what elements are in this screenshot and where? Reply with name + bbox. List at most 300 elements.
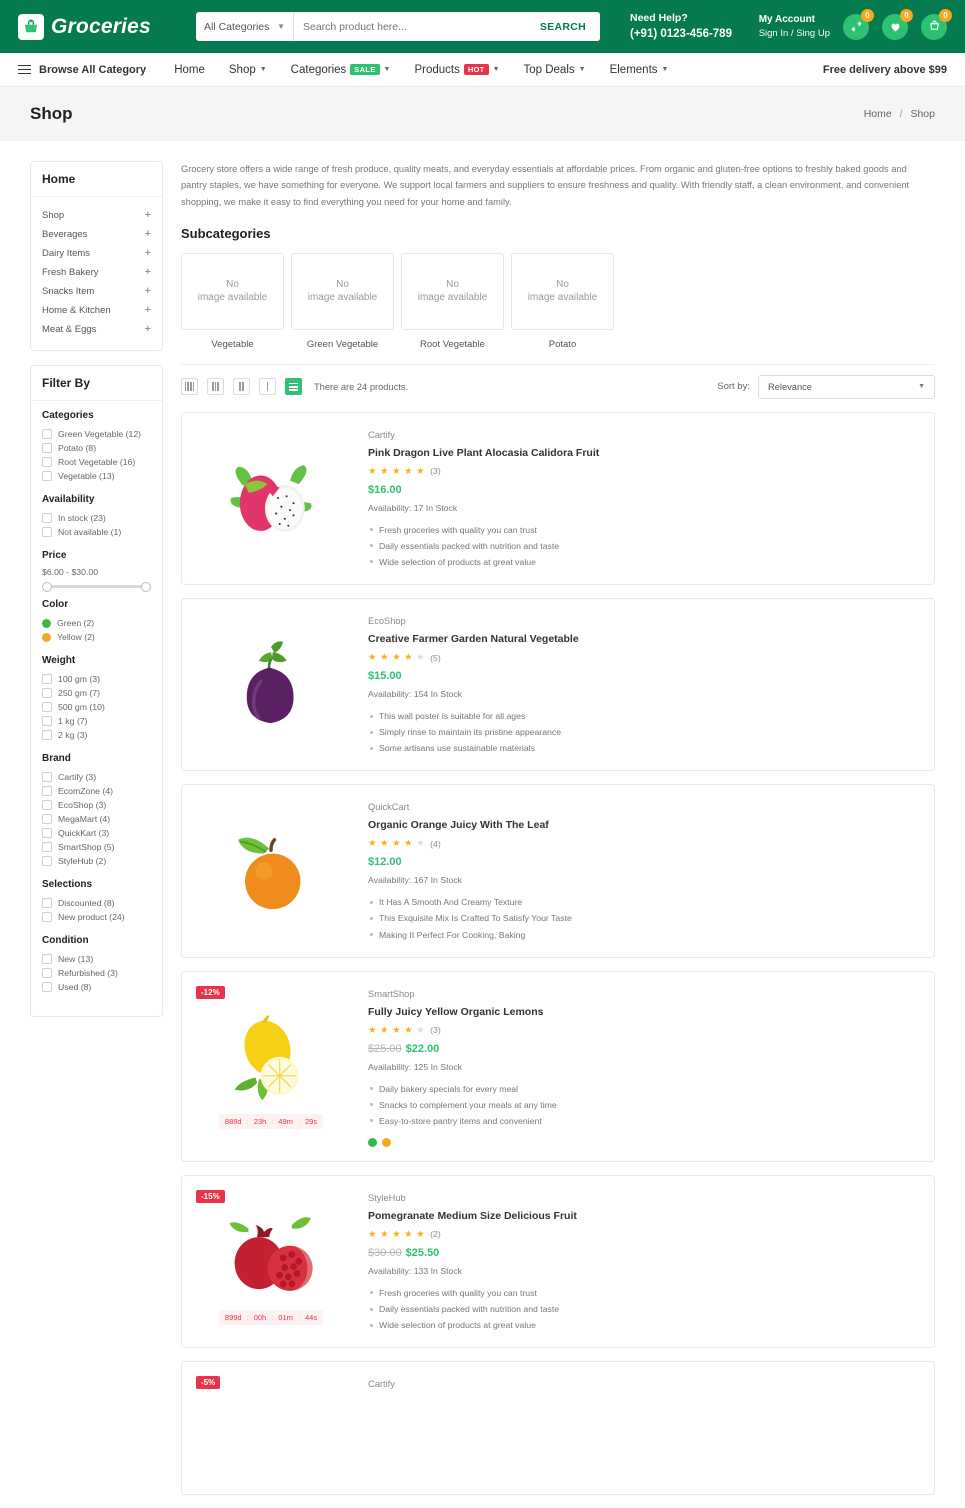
review-count: (4) xyxy=(430,838,441,849)
filter-checkbox-option[interactable] xyxy=(42,427,151,441)
product-card[interactable] xyxy=(181,784,935,957)
nav-item-shop-label: Shop xyxy=(228,63,256,76)
chevron-down-icon: ▼ xyxy=(383,66,391,73)
chevron-down-icon: ▼ xyxy=(918,383,925,391)
filter-checkbox-option[interactable] xyxy=(42,511,151,525)
checkbox-icon[interactable] xyxy=(42,828,52,838)
chevron-down-icon: ▼ xyxy=(578,66,586,73)
filter-group-title: Availability xyxy=(42,494,95,505)
plus-icon[interactable]: + xyxy=(144,323,151,335)
category-dropdown[interactable] xyxy=(196,12,294,41)
star-icon: ★ xyxy=(392,1228,402,1240)
filter-checkbox-option[interactable] xyxy=(42,455,151,469)
color-swatch-icon[interactable] xyxy=(368,1138,377,1147)
product-rating xyxy=(368,1025,920,1036)
product-image-box[interactable] xyxy=(196,613,346,756)
filter-panel xyxy=(30,365,163,1017)
filter-group xyxy=(42,879,151,924)
product-name[interactable]: Pomegranate Medium Size Delicious Fruit xyxy=(368,1209,577,1222)
color-swatch-icon xyxy=(42,633,51,642)
countdown-timer: 899d : 00h : 01m : 44s xyxy=(219,1310,323,1325)
product-brand: StyleHub xyxy=(368,1192,406,1203)
product-rating xyxy=(368,652,920,663)
filter-option-label: Green (2) xyxy=(57,618,95,628)
filter-group-title: Brand xyxy=(42,753,71,764)
product-price xyxy=(368,1247,920,1259)
color-swatch-icon xyxy=(42,619,51,628)
filter-group xyxy=(42,753,151,868)
hamburger-icon xyxy=(18,65,31,75)
filter-option-label: Root Vegetable (16) xyxy=(58,457,136,467)
plus-icon[interactable]: + xyxy=(144,228,151,240)
sidebar-category-label: Fresh Bakery xyxy=(42,267,99,278)
sidebar-category-row[interactable] xyxy=(42,282,151,301)
filter-option-label: QuickKart (3) xyxy=(58,828,110,838)
sidebar-category-row[interactable] xyxy=(42,225,151,244)
product-price xyxy=(368,856,920,868)
filter-option-label: EcomZone (4) xyxy=(58,786,114,796)
checkbox-icon[interactable] xyxy=(42,856,52,866)
checkbox-icon[interactable] xyxy=(42,429,52,439)
star-icon: ★ xyxy=(404,1024,414,1036)
product-count-label: There are 24 products. xyxy=(314,381,409,392)
checkbox-icon[interactable] xyxy=(42,772,52,782)
product-rating xyxy=(368,1229,920,1240)
sidebar-category-row[interactable] xyxy=(42,263,151,282)
star-icon: ★ xyxy=(392,838,402,850)
filter-option-label: New (13) xyxy=(58,954,94,964)
countdown-segment: 01m xyxy=(278,1312,293,1322)
filter-option-label: 250 gm (7) xyxy=(58,688,101,698)
filter-panel-title: Filter By xyxy=(31,366,162,401)
header-right-actions xyxy=(759,12,947,41)
nav-item-home[interactable] xyxy=(174,64,205,76)
nav-item-shop[interactable] xyxy=(229,64,267,76)
product-feature-item: Daily essentials packed with nutrition and taste xyxy=(368,538,920,554)
product-rating xyxy=(368,838,920,849)
product-card[interactable] xyxy=(181,1175,935,1348)
product-card[interactable] xyxy=(181,598,935,771)
product-feature-item: Some artisans use sustainable materials xyxy=(368,740,920,756)
search-input[interactable] xyxy=(294,12,526,41)
filter-option-label: 1 kg (7) xyxy=(58,716,88,726)
filter-checkbox-option[interactable] xyxy=(42,672,151,686)
filter-group xyxy=(42,655,151,742)
product-image-box[interactable] xyxy=(196,427,346,570)
product-info xyxy=(346,613,920,756)
filter-checkbox-option[interactable] xyxy=(42,770,151,784)
star-icon: ★ xyxy=(392,652,402,664)
filter-group xyxy=(42,550,151,588)
nav-item-products[interactable] xyxy=(414,64,499,76)
view-list-button[interactable] xyxy=(285,378,302,395)
countdown-segment: 23h xyxy=(253,1117,267,1127)
subcategory-card[interactable] xyxy=(181,253,284,350)
plus-icon[interactable]: + xyxy=(144,266,151,278)
product-rating xyxy=(368,466,920,477)
subcategory-name: Green Vegetable xyxy=(306,338,379,350)
filter-checkbox-option[interactable] xyxy=(42,469,151,483)
review-count: (3) xyxy=(430,1025,441,1036)
filter-checkbox-option[interactable] xyxy=(42,910,151,924)
sidebar xyxy=(30,161,163,1031)
chevron-down-icon: ▼ xyxy=(661,66,669,73)
checkbox-icon[interactable] xyxy=(42,443,52,453)
sidebar-category-row[interactable] xyxy=(42,206,151,225)
product-info xyxy=(346,1190,920,1333)
filter-group-title: Price xyxy=(42,550,67,561)
top-header-bar xyxy=(0,0,965,53)
product-price xyxy=(368,1043,920,1055)
discount-badge: -12% xyxy=(196,986,225,999)
product-price xyxy=(368,670,920,682)
filter-checkbox-option[interactable] xyxy=(42,798,151,812)
product-image xyxy=(219,819,323,923)
star-icon: ★ xyxy=(404,652,414,664)
checkbox-icon[interactable] xyxy=(42,898,52,908)
countdown-timer: 888d : 23h : 49m : 29s xyxy=(219,1114,323,1129)
sort-controls xyxy=(717,375,935,399)
product-feature-item: Daily bakery specials for every meal xyxy=(368,1081,920,1097)
filter-group-title: Color xyxy=(42,599,69,610)
filter-checkbox-option[interactable] xyxy=(42,966,151,980)
subcategory-name: Vegetable xyxy=(211,338,254,350)
view-grid-1-button[interactable] xyxy=(259,378,276,395)
my-account[interactable] xyxy=(759,12,830,41)
help-label: Need Help? xyxy=(630,11,688,24)
checkbox-icon[interactable] xyxy=(42,982,52,992)
sign-in-signup-link[interactable]: Sign In / Sing Up xyxy=(758,27,830,39)
filter-checkbox-option[interactable] xyxy=(42,952,151,966)
help-phone[interactable]: (+91) 0123-456-789 xyxy=(630,27,732,40)
product-old-price: $25.00 xyxy=(368,1042,402,1055)
countdown-segment: 00h xyxy=(253,1312,267,1322)
filter-checkbox-option[interactable] xyxy=(42,854,151,868)
product-feature-item: Simply rinse to maintain its pristine appearance xyxy=(368,724,920,740)
star-icon: ★ xyxy=(416,838,426,850)
product-feature-item: Fresh groceries with quality you can trust xyxy=(368,522,920,538)
filter-group xyxy=(42,494,151,539)
product-current-price: $16.00 xyxy=(368,483,402,496)
filter-group xyxy=(42,599,151,644)
sidebar-category-label: Shop xyxy=(42,210,65,221)
countdown-segment: 29s xyxy=(304,1117,318,1127)
filter-checkbox-option[interactable] xyxy=(42,980,151,994)
plus-icon[interactable]: + xyxy=(144,247,151,259)
checkbox-icon[interactable] xyxy=(42,457,52,467)
sidebar-category-label: Snacks Item xyxy=(42,286,95,297)
product-feature-item: This Exquisite Mix Is Crafted To Satisfy Your Taste xyxy=(368,910,920,926)
filter-checkbox-option[interactable] xyxy=(42,714,151,728)
filter-checkbox-option[interactable] xyxy=(42,686,151,700)
filter-option-label: Refurbished (3) xyxy=(58,968,118,978)
product-image xyxy=(219,633,323,737)
filter-group-title: Categories xyxy=(42,410,94,421)
page-title-bar xyxy=(0,87,965,141)
color-swatch-icon[interactable] xyxy=(382,1138,391,1147)
product-image-box[interactable] xyxy=(196,1190,346,1333)
filter-option-label: 500 gm (10) xyxy=(58,702,105,712)
subcategory-placeholder-image: No image available xyxy=(401,253,504,330)
search-button[interactable]: SEARCH xyxy=(526,12,600,41)
product-card[interactable] xyxy=(181,971,935,1162)
countdown-segment: 44s xyxy=(304,1312,318,1322)
sidebar-category-row[interactable] xyxy=(42,244,151,263)
checkbox-icon[interactable] xyxy=(42,786,52,796)
sale-badge: SALE xyxy=(350,64,379,75)
product-image xyxy=(219,1003,323,1107)
price-slider-min-handle[interactable] xyxy=(42,582,52,592)
filter-checkbox-option[interactable] xyxy=(42,441,151,455)
product-availability: Availability: 154 In Stock xyxy=(368,689,463,700)
product-image-box[interactable] xyxy=(196,1376,346,1480)
home-category-panel xyxy=(30,161,163,351)
checkbox-icon[interactable] xyxy=(42,730,52,740)
checkbox-icon[interactable] xyxy=(42,674,52,684)
product-info xyxy=(346,1376,920,1480)
checkbox-icon[interactable] xyxy=(42,716,52,726)
review-count: (2) xyxy=(430,1229,441,1240)
checkbox-icon[interactable] xyxy=(42,968,52,978)
wishlist-count-badge: 0 xyxy=(900,9,913,22)
product-feature-item: Wide selection of products at great value xyxy=(368,554,920,570)
subcategories-title: Subcategories xyxy=(181,225,271,241)
star-icon: ★ xyxy=(368,652,378,664)
filter-group-title: Condition xyxy=(42,935,89,946)
product-feature-item: Easy-to-store pantry items and convenient xyxy=(368,1113,920,1129)
filter-option-label: Green Vegetable (12) xyxy=(58,429,142,439)
product-current-price: $22.00 xyxy=(405,1042,440,1055)
view-grid-4-button[interactable] xyxy=(181,378,198,395)
star-icon: ★ xyxy=(368,1228,378,1240)
filter-checkbox-option[interactable] xyxy=(42,784,151,798)
home-panel-body xyxy=(31,197,162,350)
product-brand: EcoShop xyxy=(368,616,406,627)
sidebar-category-row[interactable] xyxy=(42,301,151,320)
product-name[interactable]: Fully Juicy Yellow Organic Lemons xyxy=(368,1005,544,1018)
product-current-price: $15.00 xyxy=(368,670,402,683)
product-feature-item: Making It Perfect For Cooking, Baking xyxy=(368,927,920,943)
checkbox-icon[interactable] xyxy=(42,912,52,922)
countdown-segment: 888d xyxy=(224,1117,242,1127)
checkbox-icon[interactable] xyxy=(42,954,52,964)
plus-icon[interactable]: + xyxy=(144,304,151,316)
shop-intro-text: Grocery store offers a wide range of fresh produce, quality meats, and everyday essentials at affordable prices. From organic and gluten-free options to freshly baked goods and pantry staples, we have something for everyone. We support local farmers and suppliers to ensure freshness and quality. With friendly staff, a clean environment, and convenient shopping, we make it easy to find everything you need for your home and family. xyxy=(181,164,910,207)
checkbox-icon[interactable] xyxy=(42,702,52,712)
subcategories-list xyxy=(181,253,935,350)
filter-checkbox-option[interactable] xyxy=(42,840,151,854)
search-bar[interactable] xyxy=(196,12,600,41)
product-feature-item: Daily essentials packed with nutrition and taste xyxy=(368,1301,920,1317)
star-icon: ★ xyxy=(380,1024,390,1036)
subcategory-placeholder-image: No image available xyxy=(291,253,394,330)
discount-badge: -5% xyxy=(196,1376,220,1389)
product-brand: QuickCart xyxy=(368,802,410,813)
product-name[interactable]: Organic Orange Juicy With The Leaf xyxy=(368,819,549,832)
filter-option-label: Cartify (3) xyxy=(58,772,97,782)
star-icon: ★ xyxy=(368,465,378,477)
checkbox-icon[interactable] xyxy=(42,688,52,698)
nav-item-top-deals-label: Top Deals xyxy=(523,63,575,76)
browse-all-category-label: Browse All Category xyxy=(39,63,147,76)
nav-item-top-deals[interactable] xyxy=(524,64,586,76)
product-availability: Availability: 167 In Stock xyxy=(368,875,463,886)
sidebar-category-row[interactable] xyxy=(42,320,151,339)
logo-text: Groceries xyxy=(51,14,151,38)
product-feature-item: This wall poster is suitable for all ages xyxy=(368,708,920,724)
checkbox-icon[interactable] xyxy=(42,471,52,481)
sidebar-category-label: Home & Kitchen xyxy=(42,305,111,316)
countdown-segment: 49m xyxy=(278,1117,293,1127)
page-body xyxy=(0,141,965,1508)
product-name[interactable]: Creative Farmer Garden Natural Vegetable xyxy=(368,633,579,646)
chevron-down-icon: ▼ xyxy=(277,22,285,31)
star-icon: ★ xyxy=(380,465,390,477)
star-icon: ★ xyxy=(368,838,378,850)
product-card[interactable] xyxy=(181,412,935,585)
checkbox-icon[interactable] xyxy=(42,527,52,537)
filter-checkbox-option[interactable] xyxy=(42,700,151,714)
star-icon: ★ xyxy=(392,1024,402,1036)
filter-option-label: StyleHub (2) xyxy=(58,856,107,866)
star-icon: ★ xyxy=(380,838,390,850)
price-range-label: $6.00 - $30.00 xyxy=(42,567,99,577)
filter-color-option[interactable] xyxy=(42,616,151,630)
hot-badge: HOT xyxy=(464,64,489,75)
cart-button[interactable] xyxy=(921,10,948,40)
subcategory-card[interactable] xyxy=(401,253,504,350)
product-feature-item: Snacks to complement your meals at any time xyxy=(368,1097,920,1113)
view-grid-2-button[interactable] xyxy=(233,378,250,395)
filter-checkbox-option[interactable] xyxy=(42,728,151,742)
nav-item-categories-label: Categories xyxy=(290,63,347,76)
view-grid-3-button[interactable] xyxy=(207,378,224,395)
nav-item-elements-label: Elements xyxy=(609,63,658,76)
subcategory-placeholder-image: No image available xyxy=(181,253,284,330)
logo-basket-icon xyxy=(18,14,44,40)
filter-option-label: In stock (23) xyxy=(58,513,106,523)
star-icon: ★ xyxy=(380,1228,390,1240)
star-icon: ★ xyxy=(416,1228,426,1240)
filter-group-title: Weight xyxy=(42,655,76,666)
site-logo[interactable] xyxy=(18,14,178,40)
filter-group xyxy=(42,410,151,483)
filter-option-label: Potato (8) xyxy=(58,443,97,453)
filter-option-label: EcoShop (3) xyxy=(58,800,107,810)
breadcrumb-home[interactable]: Home xyxy=(863,108,892,120)
star-icon: ★ xyxy=(416,465,426,477)
nav-item-products-label: Products xyxy=(414,63,460,76)
cart-count-badge: 0 xyxy=(939,9,952,22)
filter-checkbox-option[interactable] xyxy=(42,812,151,826)
checkbox-icon[interactable] xyxy=(42,800,52,810)
sidebar-category-label: Dairy Items xyxy=(42,248,91,259)
product-brand: Cartify xyxy=(368,1379,395,1390)
product-card[interactable] xyxy=(181,1361,935,1495)
subcategory-card[interactable] xyxy=(291,253,394,350)
product-image-box[interactable] xyxy=(196,799,346,942)
page-title: Shop xyxy=(30,104,73,123)
compare-button[interactable] xyxy=(843,10,870,40)
star-icon: ★ xyxy=(404,838,414,850)
browse-all-category-button[interactable] xyxy=(18,64,146,76)
price-slider[interactable] xyxy=(44,585,149,588)
sidebar-category-label: Meat & Eggs xyxy=(42,324,97,335)
compare-count-badge: 0 xyxy=(861,9,874,22)
product-brand: Cartify xyxy=(368,429,395,440)
subcategory-name: Potato xyxy=(548,338,577,350)
product-info xyxy=(346,799,920,942)
main-content xyxy=(181,161,935,1508)
filter-checkbox-option[interactable] xyxy=(42,525,151,539)
free-delivery-notice: Free delivery above $99 xyxy=(822,63,947,76)
review-count: (5) xyxy=(430,652,441,663)
checkbox-icon[interactable] xyxy=(42,842,52,852)
filter-checkbox-option[interactable] xyxy=(42,896,151,910)
filter-group-title: Selections xyxy=(42,879,93,890)
star-icon: ★ xyxy=(380,652,390,664)
product-feature-item: It Has A Smooth And Creamy Texture xyxy=(368,894,920,910)
product-color-swatches[interactable] xyxy=(368,1138,920,1147)
subcategory-card[interactable] xyxy=(511,253,614,350)
price-slider-max-handle[interactable] xyxy=(141,582,151,592)
countdown-segment: 899d xyxy=(224,1312,242,1322)
product-list xyxy=(181,412,935,1495)
filter-color-option[interactable] xyxy=(42,630,151,644)
plus-icon[interactable]: + xyxy=(144,209,151,221)
product-image-box[interactable] xyxy=(196,986,346,1147)
plus-icon[interactable]: + xyxy=(144,285,151,297)
nav-item-categories[interactable] xyxy=(291,64,391,76)
help-block xyxy=(630,11,732,43)
filter-checkbox-option[interactable] xyxy=(42,826,151,840)
sidebar-category-label: Beverages xyxy=(42,229,88,240)
checkbox-icon[interactable] xyxy=(42,513,52,523)
filter-option-label: Discounted (8) xyxy=(58,898,115,908)
subcategory-placeholder-image: No image available xyxy=(511,253,614,330)
sort-by-select[interactable] xyxy=(758,375,935,399)
star-icon: ★ xyxy=(416,652,426,664)
product-current-price: $25.50 xyxy=(405,1246,440,1259)
filter-option-label: Used (8) xyxy=(58,982,92,992)
filter-option-label: Not available (1) xyxy=(58,527,122,537)
nav-item-home-label: Home xyxy=(174,63,205,76)
product-current-price: $12.00 xyxy=(368,856,402,869)
star-icon: ★ xyxy=(416,1024,426,1036)
filter-option-label: MegaMart (4) xyxy=(58,814,111,824)
breadcrumb xyxy=(864,108,935,120)
sort-by-label: Sort by: xyxy=(717,381,750,393)
product-old-price: $30.00 xyxy=(368,1246,402,1259)
filter-panel-body xyxy=(31,401,162,1016)
checkbox-icon[interactable] xyxy=(42,814,52,824)
product-feature-item: Fresh groceries with quality you can trust xyxy=(368,1285,920,1301)
breadcrumb-separator: / xyxy=(899,108,903,120)
product-price xyxy=(368,484,920,496)
wishlist-button[interactable] xyxy=(882,10,909,40)
product-features xyxy=(368,1285,920,1333)
product-brand: SmartShop xyxy=(368,988,415,999)
subcategory-name: Root Vegetable xyxy=(420,338,485,350)
star-icon: ★ xyxy=(368,1024,378,1036)
product-name[interactable]: Pink Dragon Live Plant Alocasia Calidora Fruit xyxy=(368,446,600,459)
filter-option-label: Vegetable (13) xyxy=(58,471,115,481)
star-icon: ★ xyxy=(404,1228,414,1240)
main-navigation xyxy=(0,53,965,87)
nav-item-elements[interactable] xyxy=(610,64,669,76)
product-image xyxy=(219,446,323,550)
my-account-title: My Account xyxy=(758,13,816,25)
